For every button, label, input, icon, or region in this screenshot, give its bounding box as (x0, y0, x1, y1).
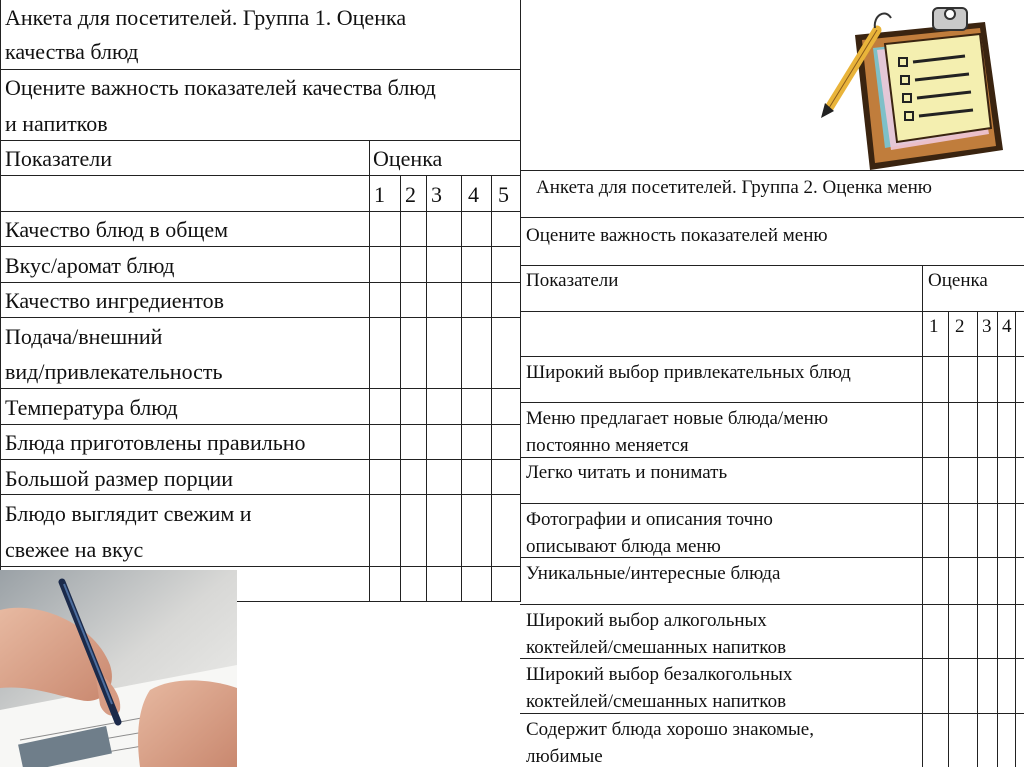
form2-row-2-line2: постоянно меняется (526, 435, 689, 456)
form1-row-8-line2: свежее на вкус (5, 537, 144, 562)
form2-scale-1: 1 (929, 316, 939, 337)
form1-title-line2: качества блюд (5, 39, 139, 64)
form1-row-1: Качество блюд в общем (5, 217, 229, 242)
form2-row-1: Широкий выбор привлекательных блюд (526, 362, 851, 383)
form2-row-4-line2: описывают блюда меню (526, 536, 721, 557)
form1-scale-2: 2 (405, 182, 416, 207)
form1-scale-4: 4 (468, 182, 479, 207)
form2-row-3: Легко читать и понимать (526, 462, 728, 483)
form1-row-6: Блюда приготовлены правильно (5, 430, 306, 455)
form1-row-4-line1: Подача/внешний (5, 324, 163, 349)
form2-row-8-line2: любимые (526, 746, 603, 767)
form2-header-rating: Оценка (928, 270, 988, 291)
form1-header-indicators: Показатели (5, 146, 113, 171)
form2-row-2-line1: Меню предлагает новые блюда/меню (526, 408, 829, 429)
form1-row-4-line2: вид/привлекательность (5, 359, 223, 384)
form2-row-7-line2: коктейлей/смешанных напитков (526, 691, 787, 712)
form2-scale-2: 2 (955, 316, 965, 337)
form1-row-8-line1: Блюдо выглядит свежим и (5, 501, 252, 526)
form2-row-8-line1: Содержит блюда хорошо знакомые, (526, 719, 814, 740)
form2-row-4-line1: Фотографии и описания точно (526, 509, 773, 530)
form1-row-3: Качество ингредиентов (5, 288, 225, 313)
form1-row-2: Вкус/аромат блюд (5, 253, 175, 278)
form1-header-rating: Оценка (373, 146, 443, 171)
writing-hand-photo (0, 570, 237, 767)
form2-row-7-line1: Широкий выбор безалкогольных (526, 664, 793, 685)
form2-prompt: Оцените важность показателей меню (526, 225, 828, 246)
form1-scale-1: 1 (374, 182, 385, 207)
form1-row-5: Температура блюд (5, 395, 178, 420)
form1-title-line1: Анкета для посетителей. Группа 1. Оценка (5, 5, 407, 30)
form1-prompt-line1: Оцените важность показателей качества блюд (5, 75, 436, 100)
form2-header-indicators: Показатели (526, 270, 619, 291)
form1-scale-5: 5 (498, 182, 509, 207)
form2-row-6-line2: коктейлей/смешанных напитков (526, 637, 787, 658)
form1-prompt-line2: и напитков (5, 111, 108, 136)
form1-row-7: Большой размер порции (5, 466, 233, 491)
clipboard-pencil-icon (815, 0, 1015, 175)
form2-scale-3: 3 (982, 316, 992, 337)
form2-row-5: Уникальные/интересные блюда (526, 563, 781, 584)
form2-row-6-line1: Широкий выбор алкогольных (526, 610, 767, 631)
form2-scale-4: 4 (1002, 316, 1012, 337)
form2-title: Анкета для посетителей. Группа 2. Оценка меню (536, 177, 932, 198)
form1-scale-3: 3 (431, 182, 442, 207)
